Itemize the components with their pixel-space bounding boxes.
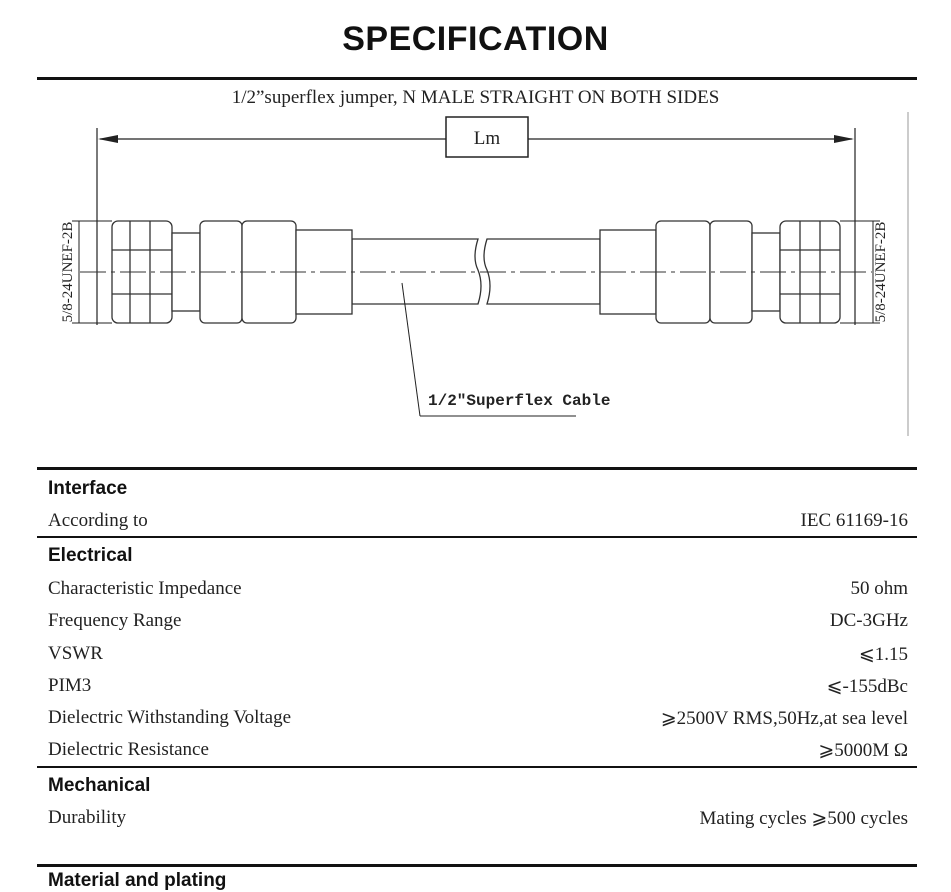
title-rule	[37, 77, 917, 80]
spec-value: 50 ohm	[850, 578, 908, 599]
rule-material	[37, 864, 917, 867]
section-heading-material: Material and plating	[48, 870, 227, 891]
section-heading-interface: Interface	[48, 478, 128, 499]
spec-row	[48, 739, 908, 767]
section-heading-mechanical: Mechanical	[48, 775, 151, 796]
jumper-drawing	[0, 108, 951, 448]
spec-label: Frequency Range	[48, 610, 182, 631]
page-title: SPECIFICATION	[342, 20, 609, 58]
spec-row	[48, 643, 908, 671]
spec-value: ⩾2500V RMS,50Hz,at sea level	[660, 708, 908, 729]
spec-label: PIM3	[48, 675, 92, 696]
spec-value: Mating cycles ⩾500 cycles	[699, 808, 908, 829]
spec-value: DC-3GHz	[829, 610, 908, 631]
drawing-subtitle: 1/2”superflex jumper, N MALE STRAIGHT ON BOTH SIDES	[231, 87, 720, 108]
cable-label: 1/2″Superflex Cable	[428, 392, 611, 410]
spec-label: VSWR	[48, 643, 103, 664]
rule-interface	[37, 467, 917, 470]
spec-value: ⩽1.15	[858, 644, 908, 665]
rule-electrical	[37, 536, 917, 538]
spec-row	[48, 610, 908, 638]
spec-value: ⩽-155dBc	[826, 676, 908, 697]
spec-value: IEC 61169-16	[800, 510, 908, 531]
length-label: Lm	[473, 128, 501, 149]
spec-row	[48, 510, 908, 538]
spec-label: According to	[48, 510, 148, 531]
spec-label: Durability	[48, 807, 127, 828]
thread-label-left: 5/8-24UNEF-2B	[60, 221, 76, 323]
section-heading-electrical: Electrical	[48, 545, 133, 566]
spec-row	[48, 578, 908, 606]
spec-value: ⩾5000M Ω	[818, 740, 908, 761]
spec-label: Characteristic Impedance	[48, 578, 242, 599]
spec-label: Dielectric Withstanding Voltage	[48, 707, 292, 728]
rule-mechanical	[37, 766, 917, 768]
thread-label-right: 5/8-24UNEF-2B	[873, 221, 889, 323]
spec-row	[48, 807, 908, 835]
spec-row	[48, 707, 908, 735]
spec-label: Dielectric Resistance	[48, 739, 209, 760]
spec-row	[48, 675, 908, 703]
